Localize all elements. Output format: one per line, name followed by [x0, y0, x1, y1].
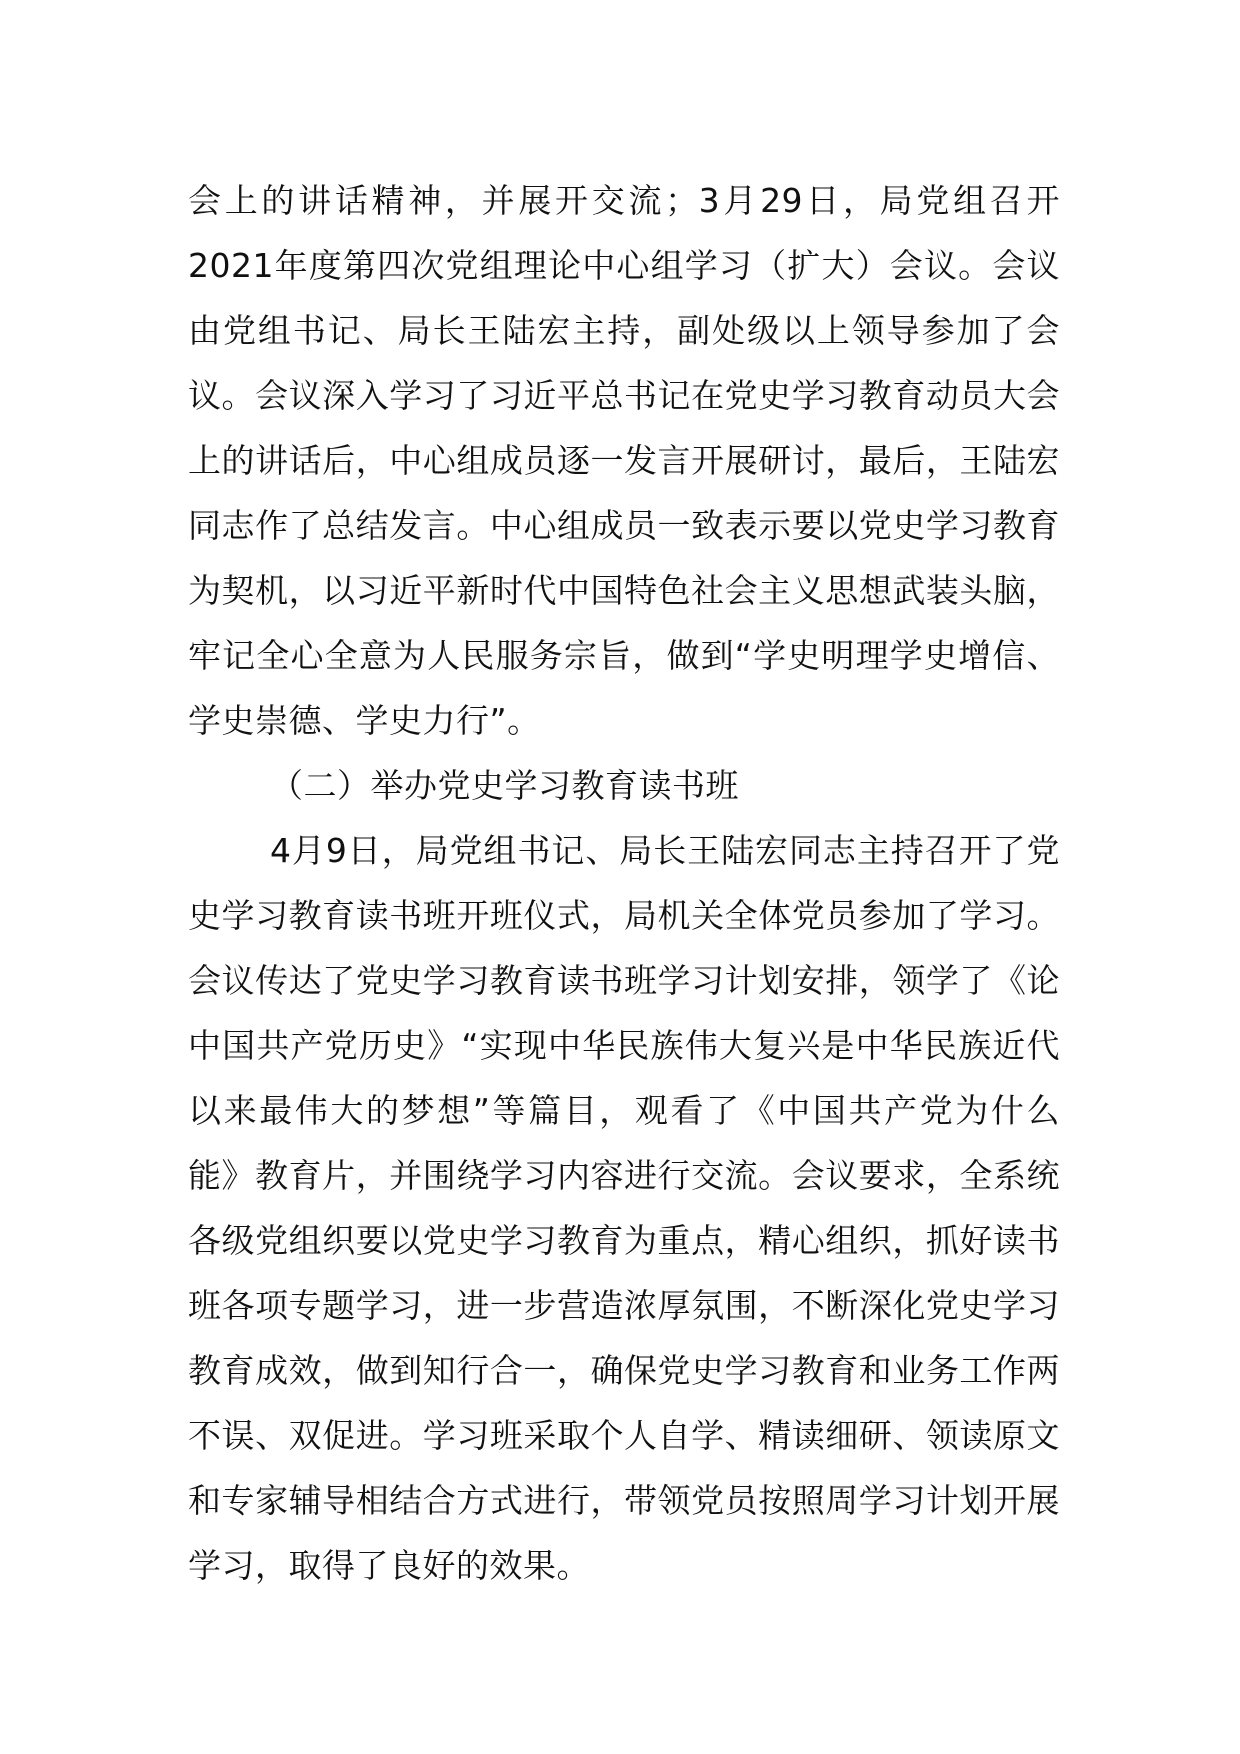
section-heading: （二）举办党史学习教育读书班	[270, 766, 739, 805]
document-body	[188, 168, 1060, 1598]
body-paragraph-reading-class: 4月9日，局党组书记、局长王陆宏同志主持召开了党史学习教育读书班开班仪式，局机关全体党员参加了学习。会议传达了党史学习教育读书班学习计划安排，领学了《论中国共产党历史》“实现中华民族伟大复兴是中华民族近代以来最伟大的梦想”等篇目，观看了《中国共产党为什么能》教育片，并围绕学习内容进行交流。会议要求，全系统各级党组织要以党史学习教育为重点，精心组织，抓好读书班各项专题学习，进一步营造浓厚氛围，不断深化党史学习教育成效，做到知行合一，确保党史学习教育和业务工作两不误、双促进。学习班采取个人自学、精读细研、领读原文和专家辅导相结合方式进行，带领党员按照周学习计划开展学习，取得了良好的效果。	[188, 831, 1060, 1585]
body-paragraph-meeting: 会上的讲话精神，并展开交流；3月29日，局党组召开2021年度第四次党组理论中心组学习（扩大）会议。会议由党组书记、局长王陆宏主持，副处级以上领导参加了会议。会议深入学习了习近平总书记在党史学习教育动员大会上的讲话后，中心组成员逐一发言开展研讨，最后，王陆宏同志作了总结发言。中心组成员一致表示要以党史学习教育为契机，以习近平新时代中国特色社会主义思想武装头脑，牢记全心全意为人民服务宗旨，做到“学史明理学史增信、学史崇德、学史力行”。	[188, 181, 1060, 740]
